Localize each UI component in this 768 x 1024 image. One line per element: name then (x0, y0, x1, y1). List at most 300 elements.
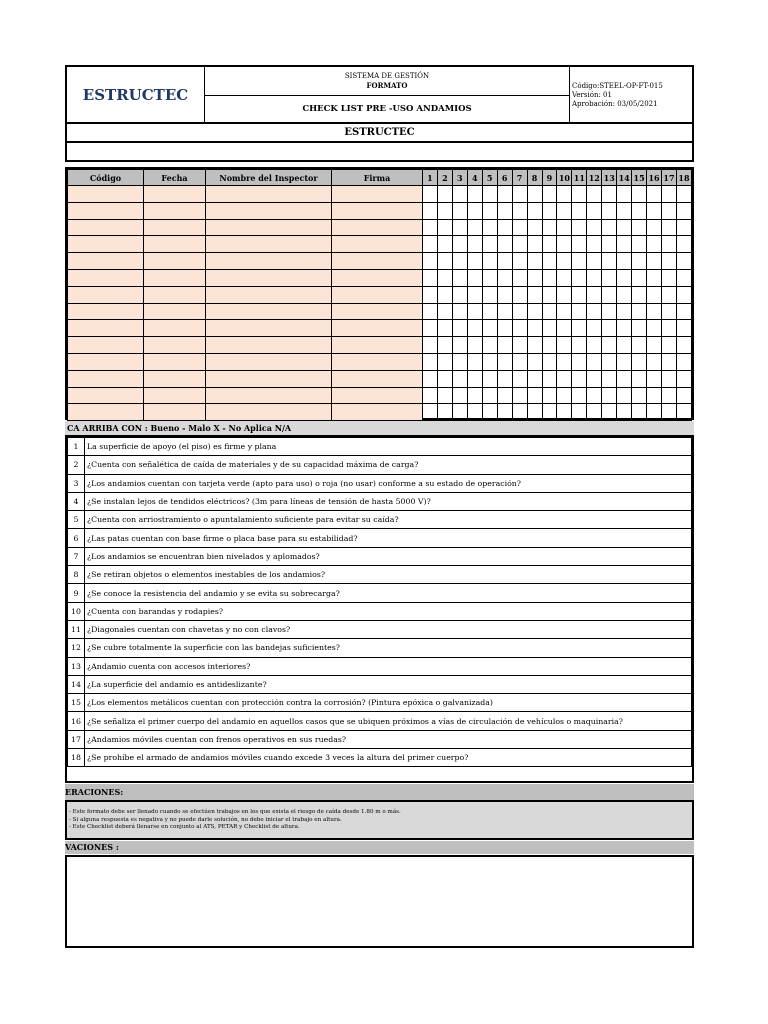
check-cell[interactable] (527, 337, 542, 354)
check-cell[interactable] (662, 337, 677, 354)
check-cell[interactable] (542, 404, 557, 421)
check-cell[interactable] (572, 337, 587, 354)
check-cell[interactable] (497, 286, 512, 303)
check-cell[interactable] (437, 320, 452, 337)
check-cell[interactable] (557, 370, 572, 387)
check-cell[interactable] (467, 219, 482, 236)
check-cell[interactable] (452, 404, 467, 421)
check-cell[interactable] (617, 387, 632, 404)
check-cell[interactable] (482, 186, 497, 203)
check-cell[interactable] (497, 253, 512, 270)
input-cell[interactable] (332, 337, 423, 354)
input-cell[interactable] (144, 253, 206, 270)
check-cell[interactable] (423, 387, 438, 404)
check-cell[interactable] (497, 370, 512, 387)
check-cell[interactable] (542, 253, 557, 270)
check-cell[interactable] (662, 202, 677, 219)
check-cell[interactable] (587, 286, 602, 303)
input-cell[interactable] (332, 269, 423, 286)
check-cell[interactable] (557, 219, 572, 236)
input-cell[interactable] (206, 236, 332, 253)
check-cell[interactable] (617, 353, 632, 370)
check-cell[interactable] (602, 269, 617, 286)
check-cell[interactable] (497, 337, 512, 354)
check-cell[interactable] (572, 202, 587, 219)
check-cell[interactable] (632, 186, 647, 203)
check-cell[interactable] (587, 253, 602, 270)
check-cell[interactable] (542, 186, 557, 203)
check-cell[interactable] (423, 269, 438, 286)
check-cell[interactable] (467, 320, 482, 337)
check-cell[interactable] (437, 337, 452, 354)
check-cell[interactable] (482, 337, 497, 354)
blank-field[interactable] (65, 143, 694, 162)
check-cell[interactable] (617, 202, 632, 219)
input-cell[interactable] (144, 286, 206, 303)
check-cell[interactable] (542, 202, 557, 219)
check-cell[interactable] (467, 337, 482, 354)
check-cell[interactable] (676, 303, 691, 320)
check-cell[interactable] (647, 320, 662, 337)
check-cell[interactable] (437, 370, 452, 387)
check-cell[interactable] (662, 320, 677, 337)
input-cell[interactable] (332, 303, 423, 320)
input-cell[interactable] (68, 236, 144, 253)
check-cell[interactable] (617, 253, 632, 270)
check-cell[interactable] (557, 353, 572, 370)
input-cell[interactable] (206, 286, 332, 303)
check-cell[interactable] (557, 186, 572, 203)
check-cell[interactable] (437, 186, 452, 203)
check-cell[interactable] (647, 303, 662, 320)
input-cell[interactable] (332, 219, 423, 236)
check-cell[interactable] (452, 269, 467, 286)
check-cell[interactable] (587, 269, 602, 286)
input-cell[interactable] (68, 353, 144, 370)
check-cell[interactable] (423, 303, 438, 320)
check-cell[interactable] (602, 202, 617, 219)
input-cell[interactable] (332, 253, 423, 270)
check-cell[interactable] (602, 404, 617, 421)
check-cell[interactable] (423, 202, 438, 219)
input-cell[interactable] (68, 404, 144, 421)
check-cell[interactable] (557, 320, 572, 337)
check-cell[interactable] (676, 387, 691, 404)
input-cell[interactable] (144, 303, 206, 320)
input-cell[interactable] (144, 236, 206, 253)
check-cell[interactable] (617, 186, 632, 203)
check-cell[interactable] (527, 320, 542, 337)
check-cell[interactable] (632, 370, 647, 387)
check-cell[interactable] (676, 286, 691, 303)
check-cell[interactable] (676, 202, 691, 219)
check-cell[interactable] (512, 186, 527, 203)
input-cell[interactable] (206, 387, 332, 404)
check-cell[interactable] (647, 337, 662, 354)
check-cell[interactable] (647, 253, 662, 270)
check-cell[interactable] (572, 303, 587, 320)
check-cell[interactable] (647, 370, 662, 387)
check-cell[interactable] (632, 236, 647, 253)
check-cell[interactable] (662, 236, 677, 253)
check-cell[interactable] (602, 253, 617, 270)
check-cell[interactable] (676, 186, 691, 203)
check-cell[interactable] (452, 186, 467, 203)
check-cell[interactable] (632, 320, 647, 337)
check-cell[interactable] (617, 370, 632, 387)
check-cell[interactable] (482, 353, 497, 370)
check-cell[interactable] (542, 353, 557, 370)
check-cell[interactable] (482, 370, 497, 387)
check-cell[interactable] (647, 202, 662, 219)
check-cell[interactable] (467, 370, 482, 387)
input-cell[interactable] (144, 202, 206, 219)
check-cell[interactable] (587, 353, 602, 370)
check-cell[interactable] (676, 353, 691, 370)
check-cell[interactable] (617, 404, 632, 421)
check-cell[interactable] (497, 202, 512, 219)
check-cell[interactable] (647, 269, 662, 286)
check-cell[interactable] (512, 286, 527, 303)
input-cell[interactable] (144, 186, 206, 203)
check-cell[interactable] (632, 269, 647, 286)
check-cell[interactable] (557, 404, 572, 421)
check-cell[interactable] (497, 186, 512, 203)
check-cell[interactable] (527, 370, 542, 387)
check-cell[interactable] (423, 404, 438, 421)
check-cell[interactable] (467, 186, 482, 203)
input-cell[interactable] (68, 269, 144, 286)
check-cell[interactable] (662, 303, 677, 320)
check-cell[interactable] (662, 353, 677, 370)
check-cell[interactable] (497, 303, 512, 320)
check-cell[interactable] (452, 370, 467, 387)
check-cell[interactable] (557, 286, 572, 303)
check-cell[interactable] (587, 303, 602, 320)
check-cell[interactable] (527, 253, 542, 270)
check-cell[interactable] (452, 320, 467, 337)
input-cell[interactable] (332, 404, 423, 421)
check-cell[interactable] (497, 236, 512, 253)
input-cell[interactable] (68, 387, 144, 404)
input-cell[interactable] (206, 186, 332, 203)
check-cell[interactable] (662, 269, 677, 286)
check-cell[interactable] (423, 337, 438, 354)
check-cell[interactable] (452, 303, 467, 320)
input-cell[interactable] (206, 269, 332, 286)
check-cell[interactable] (632, 353, 647, 370)
check-cell[interactable] (437, 202, 452, 219)
input-cell[interactable] (68, 253, 144, 270)
check-cell[interactable] (602, 320, 617, 337)
check-cell[interactable] (512, 337, 527, 354)
check-cell[interactable] (587, 202, 602, 219)
check-cell[interactable] (497, 219, 512, 236)
check-cell[interactable] (467, 269, 482, 286)
check-cell[interactable] (617, 236, 632, 253)
check-cell[interactable] (512, 320, 527, 337)
input-cell[interactable] (68, 186, 144, 203)
check-cell[interactable] (542, 286, 557, 303)
check-cell[interactable] (572, 253, 587, 270)
check-cell[interactable] (512, 370, 527, 387)
check-cell[interactable] (602, 186, 617, 203)
input-cell[interactable] (144, 269, 206, 286)
check-cell[interactable] (512, 303, 527, 320)
check-cell[interactable] (542, 219, 557, 236)
check-cell[interactable] (512, 269, 527, 286)
check-cell[interactable] (482, 236, 497, 253)
check-cell[interactable] (467, 253, 482, 270)
check-cell[interactable] (602, 286, 617, 303)
check-cell[interactable] (587, 320, 602, 337)
check-cell[interactable] (647, 236, 662, 253)
check-cell[interactable] (452, 387, 467, 404)
check-cell[interactable] (482, 202, 497, 219)
check-cell[interactable] (617, 303, 632, 320)
check-cell[interactable] (676, 370, 691, 387)
check-cell[interactable] (662, 219, 677, 236)
input-cell[interactable] (144, 404, 206, 421)
check-cell[interactable] (662, 387, 677, 404)
check-cell[interactable] (632, 404, 647, 421)
check-cell[interactable] (527, 387, 542, 404)
check-cell[interactable] (437, 303, 452, 320)
check-cell[interactable] (437, 387, 452, 404)
check-cell[interactable] (632, 253, 647, 270)
input-cell[interactable] (332, 370, 423, 387)
check-cell[interactable] (512, 404, 527, 421)
check-cell[interactable] (572, 236, 587, 253)
check-cell[interactable] (557, 269, 572, 286)
input-cell[interactable] (144, 353, 206, 370)
check-cell[interactable] (647, 286, 662, 303)
check-cell[interactable] (437, 404, 452, 421)
check-cell[interactable] (452, 286, 467, 303)
check-cell[interactable] (602, 353, 617, 370)
input-cell[interactable] (144, 370, 206, 387)
check-cell[interactable] (437, 353, 452, 370)
check-cell[interactable] (527, 236, 542, 253)
check-cell[interactable] (572, 320, 587, 337)
check-cell[interactable] (572, 219, 587, 236)
check-cell[interactable] (482, 320, 497, 337)
input-cell[interactable] (332, 286, 423, 303)
check-cell[interactable] (617, 219, 632, 236)
check-cell[interactable] (676, 253, 691, 270)
check-cell[interactable] (542, 337, 557, 354)
check-cell[interactable] (452, 253, 467, 270)
input-cell[interactable] (332, 186, 423, 203)
input-cell[interactable] (206, 370, 332, 387)
check-cell[interactable] (512, 236, 527, 253)
check-cell[interactable] (662, 186, 677, 203)
input-cell[interactable] (332, 320, 423, 337)
input-cell[interactable] (206, 253, 332, 270)
check-cell[interactable] (527, 286, 542, 303)
check-cell[interactable] (482, 404, 497, 421)
check-cell[interactable] (557, 202, 572, 219)
check-cell[interactable] (542, 303, 557, 320)
check-cell[interactable] (557, 253, 572, 270)
check-cell[interactable] (497, 404, 512, 421)
check-cell[interactable] (482, 387, 497, 404)
check-cell[interactable] (572, 387, 587, 404)
input-cell[interactable] (332, 202, 423, 219)
check-cell[interactable] (602, 370, 617, 387)
check-cell[interactable] (542, 269, 557, 286)
check-cell[interactable] (527, 186, 542, 203)
check-cell[interactable] (437, 236, 452, 253)
check-cell[interactable] (467, 353, 482, 370)
input-cell[interactable] (206, 202, 332, 219)
check-cell[interactable] (467, 387, 482, 404)
check-cell[interactable] (587, 370, 602, 387)
input-cell[interactable] (68, 303, 144, 320)
input-cell[interactable] (68, 320, 144, 337)
check-cell[interactable] (662, 286, 677, 303)
check-cell[interactable] (542, 387, 557, 404)
check-cell[interactable] (572, 404, 587, 421)
check-cell[interactable] (647, 353, 662, 370)
check-cell[interactable] (452, 202, 467, 219)
input-cell[interactable] (206, 320, 332, 337)
check-cell[interactable] (676, 219, 691, 236)
check-cell[interactable] (527, 303, 542, 320)
check-cell[interactable] (437, 269, 452, 286)
check-cell[interactable] (423, 253, 438, 270)
check-cell[interactable] (482, 253, 497, 270)
check-cell[interactable] (617, 269, 632, 286)
check-cell[interactable] (467, 303, 482, 320)
check-cell[interactable] (557, 337, 572, 354)
check-cell[interactable] (437, 219, 452, 236)
check-cell[interactable] (632, 286, 647, 303)
check-cell[interactable] (617, 286, 632, 303)
check-cell[interactable] (467, 404, 482, 421)
check-cell[interactable] (423, 219, 438, 236)
check-cell[interactable] (647, 404, 662, 421)
check-cell[interactable] (647, 186, 662, 203)
check-cell[interactable] (632, 387, 647, 404)
check-cell[interactable] (482, 303, 497, 320)
check-cell[interactable] (557, 387, 572, 404)
check-cell[interactable] (512, 219, 527, 236)
check-cell[interactable] (632, 303, 647, 320)
check-cell[interactable] (423, 186, 438, 203)
check-cell[interactable] (467, 286, 482, 303)
check-cell[interactable] (452, 236, 467, 253)
check-cell[interactable] (423, 320, 438, 337)
check-cell[interactable] (662, 253, 677, 270)
check-cell[interactable] (512, 202, 527, 219)
input-cell[interactable] (332, 387, 423, 404)
check-cell[interactable] (647, 219, 662, 236)
check-cell[interactable] (423, 236, 438, 253)
check-cell[interactable] (617, 320, 632, 337)
check-cell[interactable] (482, 219, 497, 236)
check-cell[interactable] (676, 269, 691, 286)
input-cell[interactable] (206, 353, 332, 370)
check-cell[interactable] (497, 269, 512, 286)
input-cell[interactable] (68, 219, 144, 236)
input-cell[interactable] (144, 219, 206, 236)
check-cell[interactable] (512, 387, 527, 404)
input-cell[interactable] (206, 219, 332, 236)
check-cell[interactable] (527, 202, 542, 219)
check-cell[interactable] (542, 370, 557, 387)
check-cell[interactable] (423, 353, 438, 370)
input-cell[interactable] (206, 303, 332, 320)
check-cell[interactable] (676, 236, 691, 253)
check-cell[interactable] (542, 236, 557, 253)
check-cell[interactable] (482, 286, 497, 303)
check-cell[interactable] (452, 337, 467, 354)
check-cell[interactable] (587, 387, 602, 404)
check-cell[interactable] (437, 286, 452, 303)
check-cell[interactable] (572, 353, 587, 370)
check-cell[interactable] (527, 269, 542, 286)
check-cell[interactable] (587, 186, 602, 203)
check-cell[interactable] (587, 337, 602, 354)
check-cell[interactable] (423, 286, 438, 303)
check-cell[interactable] (602, 387, 617, 404)
check-cell[interactable] (647, 387, 662, 404)
input-cell[interactable] (144, 387, 206, 404)
check-cell[interactable] (572, 269, 587, 286)
input-cell[interactable] (68, 370, 144, 387)
check-cell[interactable] (497, 387, 512, 404)
check-cell[interactable] (572, 186, 587, 203)
check-cell[interactable] (497, 320, 512, 337)
check-cell[interactable] (676, 320, 691, 337)
check-cell[interactable] (662, 370, 677, 387)
check-cell[interactable] (423, 370, 438, 387)
check-cell[interactable] (572, 370, 587, 387)
check-cell[interactable] (587, 404, 602, 421)
check-cell[interactable] (527, 353, 542, 370)
input-cell[interactable] (144, 320, 206, 337)
input-cell[interactable] (206, 337, 332, 354)
check-cell[interactable] (676, 337, 691, 354)
check-cell[interactable] (527, 219, 542, 236)
check-cell[interactable] (437, 253, 452, 270)
check-cell[interactable] (632, 202, 647, 219)
input-cell[interactable] (332, 236, 423, 253)
observations-textbox[interactable] (65, 855, 694, 948)
check-cell[interactable] (587, 219, 602, 236)
input-cell[interactable] (68, 202, 144, 219)
check-cell[interactable] (602, 303, 617, 320)
input-cell[interactable] (144, 337, 206, 354)
check-cell[interactable] (467, 236, 482, 253)
check-cell[interactable] (557, 303, 572, 320)
check-cell[interactable] (557, 236, 572, 253)
check-cell[interactable] (542, 320, 557, 337)
check-cell[interactable] (676, 404, 691, 421)
check-cell[interactable] (602, 236, 617, 253)
check-cell[interactable] (512, 253, 527, 270)
check-cell[interactable] (452, 353, 467, 370)
input-cell[interactable] (332, 353, 423, 370)
input-cell[interactable] (206, 404, 332, 421)
check-cell[interactable] (452, 219, 467, 236)
check-cell[interactable] (632, 337, 647, 354)
check-cell[interactable] (617, 337, 632, 354)
check-cell[interactable] (512, 353, 527, 370)
check-cell[interactable] (467, 202, 482, 219)
check-cell[interactable] (572, 286, 587, 303)
